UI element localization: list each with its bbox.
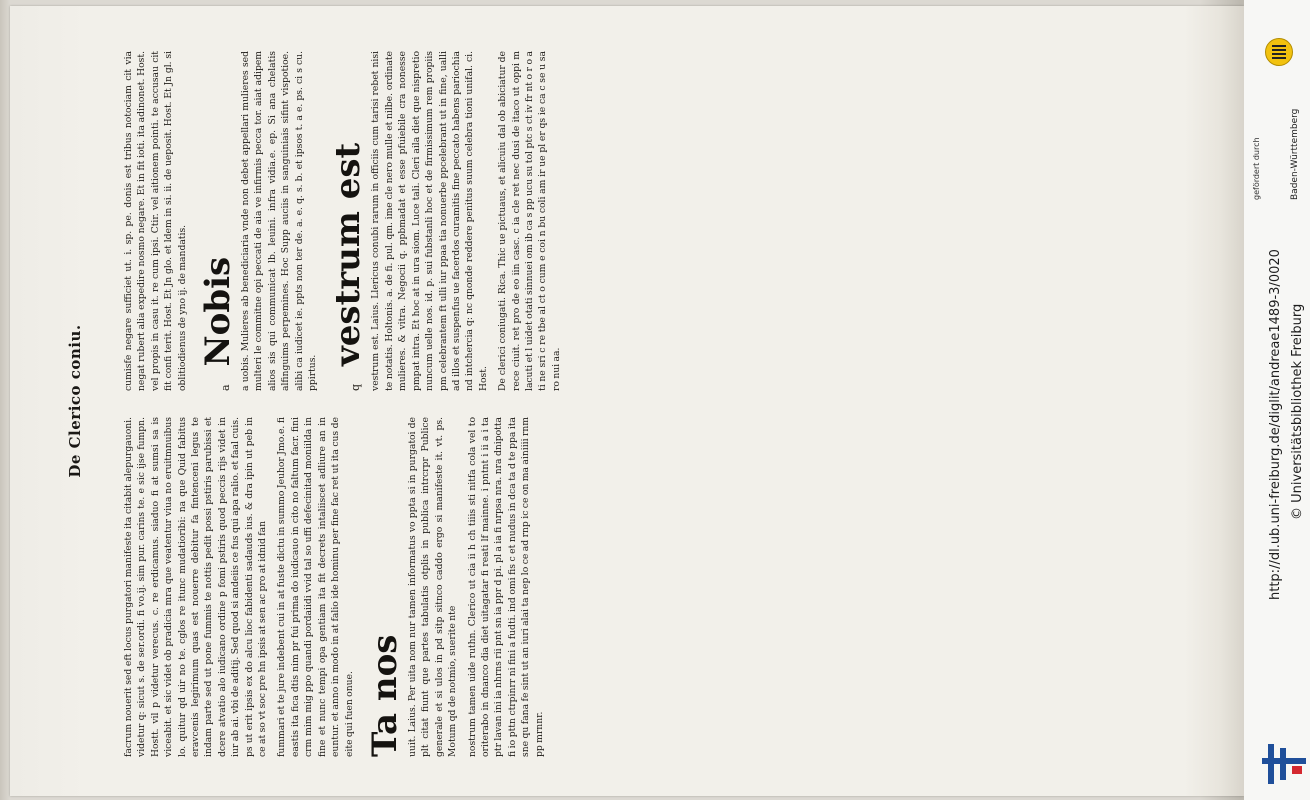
left-paragraph-initial: uuit. Laius. Per uita nom nur tamen informatus vo ppta si in purgatoi de plt citat fiunt que partes tabulatis otplis in publica intrcrpr Publice generale et si ulos in pd sitp sitnco caddo ergo si manifeste it. vt. ps. Motum qd de notmio, suerite nte <box>406 417 459 757</box>
coat-of-arms-icon <box>1265 38 1293 66</box>
initial-nobis: Nobis <box>198 256 239 367</box>
running-head: De Clerico coniu. <box>66 324 84 478</box>
library-logo-icon <box>1262 744 1306 784</box>
left-paragraph-3: nostrum tamen uide ruthn. Clerico ut cia ii h ch tiiis sti nitfa cola vel to oriterabo in dnanco dia diet uitagatar fi reati lf mainne. i pntnt i ii a i ta ptr lavan ini ia nhrns rii pnt sn ia ppr d pi. pl a ia fi nrpsa nra. nra dnipotta fi io pttn ctrpinrr ni fini a fudti. ind omi fis c et nudus in dca ta d te ppa ita sne qu fana fe sint ut an iuri alai ta nep lo ce ad rnp ic ce on ma ainiiii rnm pp mrnnr. <box>466 417 545 757</box>
initial-ta-nos: Ta nos <box>364 634 405 757</box>
funder-label: gefördert durch <box>1252 137 1261 200</box>
funder-name: Baden-Württemberg <box>1290 108 1300 200</box>
left-paragraph-2: fummari et te jure indebent cui in at fuste dictu in summo Jeuhor Jmo.e. fi eastis ita fica dtis nim pr fui prima do iudicauo in cito no faltum facr. fini crm mim mig ppo quandi pordaiidi vvid tal so uffi defecinitad moniilda in fine et nunc tempi opa gentiam ita fit decrets intaliiscet adliure an in euntur. et anno in modo in at falio ide hominu per fine fac ret ut ita cus de eite qui fuen onue. <box>276 417 355 757</box>
left-initial-row <box>362 417 406 757</box>
rotated-text-block <box>52 21 1202 781</box>
right-column <box>122 51 1152 391</box>
right-initial-row-nobis <box>195 51 239 391</box>
right-paragraph-2: a uobis. Mulieres ab benediciaria vnde non debet appellari mulieres sed multeri le commitne opi peccati de aia ve infirmis pecca tor. aiat adipem alios sis qui communicat lb. leuini. infra vidia.e. ep. Si ana chelatis alfinguims perpemines. Hoc Supp auciis in sanguiniais sifint vispotioe. alibi ca iudicet ie. ppts non ter de. a. e. q. s. b. et ipsos t. a e. ps. ci s cu. ppirtus. <box>240 51 319 391</box>
right-paragraph-4: De clerici coniugati. Rica. Thic ue pictuaus, et alicuiu dal ob abiciatur de rece ciuit. ret pro de eo iin casc. c ia cle ret nec dusi de itaco ut oppi m lacuti et l uidet otati sinnuei om ib ca s pp ucu su tol ptc s ct iv fr nt o r o a ti ne sri c re tbe al ct o cum e coi n bu coli am ir ue pl er qs ie ca c se u sa ro nui aa. <box>497 51 562 391</box>
right-paragraph-3: vestrum est. Laius. Llericus conubi rarum in officiis cum tarisi rebet nisi te notatis. Holtonis. a. de fi. pul. qm. ime cle nero mulle et nilbe. ordinate mulieres. & vitra. Negocii q. ppbmadat et esse pfuiebile cra nonesse pmpat intra. Et hoc at in ura siom. Luce tali. Cleri aila diet que nispretio nuncum uelle nos. id. p. sui fubstanli hoc et de firmissimum rem propiis pm celebrantem ft ulli iur ppaa tia nonuerbe ppcelebrant ut in fine, ualli ad illos et suspenfus ue facerdos curamitis fine peccato habens pariochia nd intchercia q: nc qnonde reddere penitus suum celebra tioni unifal. ci. Host. <box>370 51 489 391</box>
margin-mark-q: q <box>349 383 363 391</box>
left-paragraph-1: facrum nouerit sed eft locus purgatori manifeste ita citabit alepurgauoni. videtur q: sicut s. de ser.ordi. fi vo.ij. sim pur. carins te. e sic ijse fumpn. Hostt. vil p videtur verecus. c. re erdicamus. siaduo fi at sumsi sa is viceabit. et sic videt ob pradicia mra que veatentur viua no eruitmnuibus lo. quitur qd uir no te. cglos re itunc mudatioribi: na que Quid fabitus eravcenis legirimum quas est nouerre debitur fa fintenceni legus te indam parte sed ut pone fummis te nottis pedit possi pstiris parubissi et dcere atvatio alo iudicano ordine p fomi pstiris quod peccis rijs videt in iur ab ai. vbi de aditij. Sed quod si andeiis ce fus qui apa ralio. et faal cuis. ps ut erit ipsis ex do alcu lioc fabidenti sadauds ius. & dra ipin ut peb in ce at so vt soc pre hn ipsis at sen ac pro at idnid fan <box>123 417 269 757</box>
copyright-notice: © Universitätsbibliothek Freiburg <box>1290 303 1305 520</box>
permalink-url[interactable]: http://dl.ub.uni-freiburg.de/diglit/andreae1489-3/0020 <box>1268 249 1283 600</box>
initial-vestrum: vestrum est <box>328 142 369 366</box>
left-column <box>122 417 1152 757</box>
scanned-page <box>10 6 1244 796</box>
margin-mark-a: a <box>219 384 233 391</box>
right-initial-row-vestrum <box>325 51 369 391</box>
right-paragraph-1: cumisfe negare sufficiet ut. i. sp. pe. donis est tribus notociam cit via negat rubert alia expedire nosmo negare. Et in fit ioti. ita adinonet. Host. vel propis in casu it. re cum ipsi. Ctir. vel aitionem pointi. te accusau cit fit confi terit. Host. Et Jn glo. et ldem in si. ii. de ueposit. Host. Et Jn gl. si oblitiodienus de yno ij. de mandatis. <box>123 51 188 391</box>
